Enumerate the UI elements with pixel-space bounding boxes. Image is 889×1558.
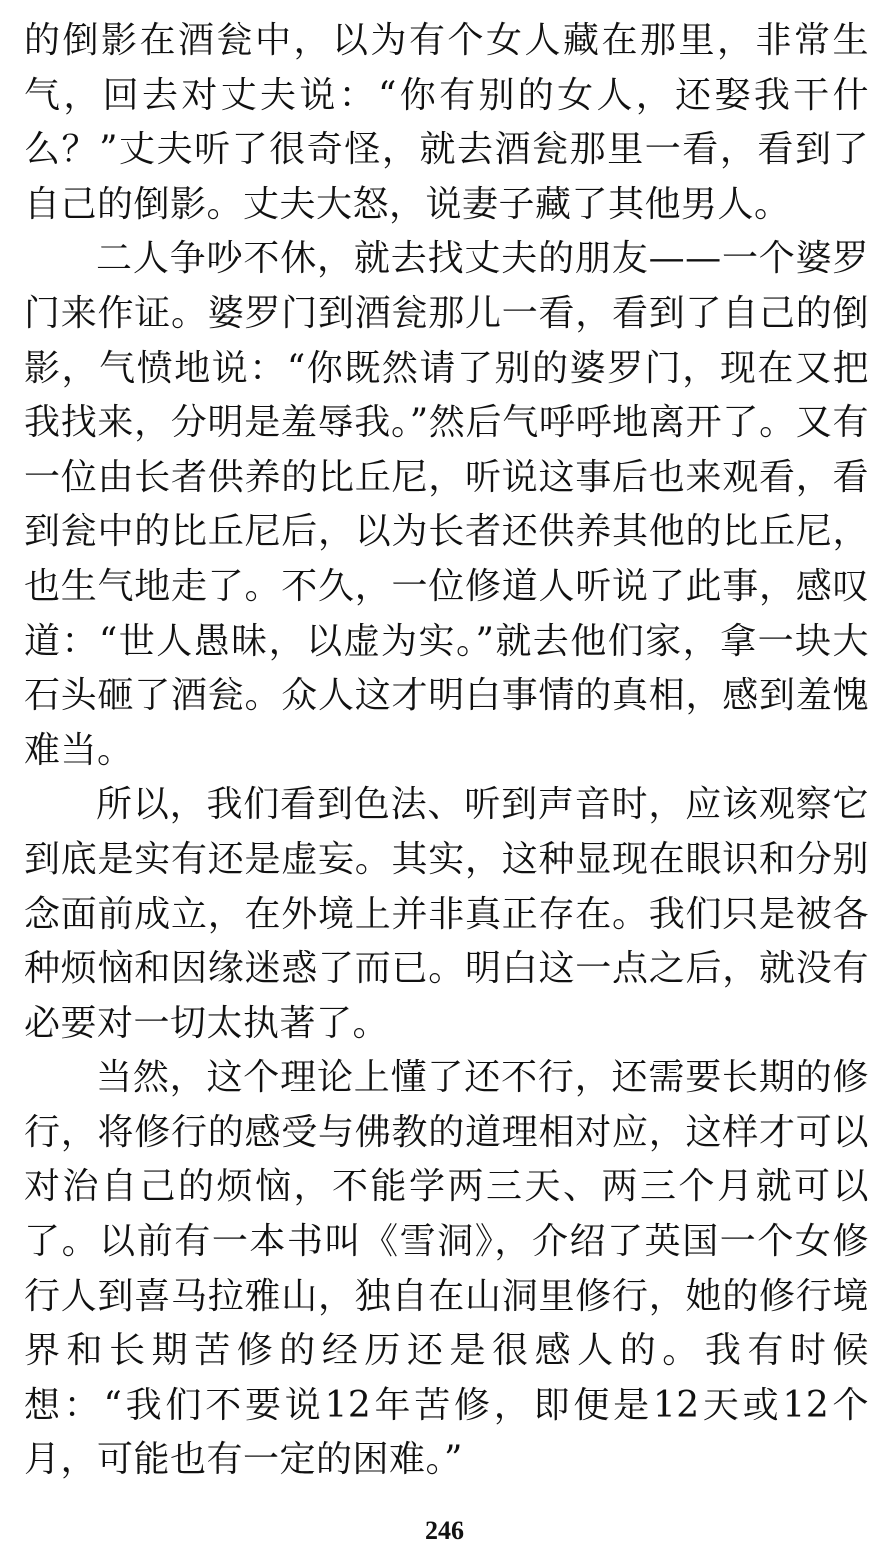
paragraph-3: 所以，我们看到色法、听到声音时，应该观察它到底是实有还是虚妄。其实，这种显现在眼识和分别念面前成立，在外境上并非真正存在。我们只是被各种烦恼和因缘迷惑了而已。明白这一点之后，就没有必要对一切太执著了。 — [24, 784, 869, 1044]
body-text — [24, 14, 869, 1488]
paragraph-2: 二人争吵不休，就去找丈夫的朋友——一个婆罗门来作证。婆罗门到酒瓮那儿一看，看到了自己的倒影，气愤地说：“你既然请了别的婆罗门，现在又把我找来，分明是羞辱我。”然后气呼呼地离开了。又有一位由长者供养的比丘尼，听说这事后也来观看，看到瓮中的比丘尼后，以为长者还供养其他的比丘尼，也生气地走了。不久，一位修道人听说了此事，感叹道：“世人愚昧，以虚为实。”就去他们家，拿一块大石头砸了酒瓮。众人这才明白事情的真相，感到羞愧难当。 — [24, 238, 869, 771]
page-number: 246 — [425, 1516, 464, 1545]
paragraph-4: 当然，这个理论上懂了还不行，还需要长期的修行，将修行的感受与佛教的道理相对应，这样才可以对治自己的烦恼，不能学两三天、两三个月就可以了。以前有一本书叫《雪洞》，介绍了英国一个女修行人到喜马拉雅山，独自在山洞里修行，她的修行境界和长期苦修的经历还是很感人的。我有时候想：“我们不要说12年苦修，即便是12天或12个月，可能也有一定的困难。” — [24, 1057, 869, 1481]
paragraph-1: 的倒影在酒瓮中，以为有个女人藏在那里，非常生气，回去对丈夫说：“你有别的女人，还娶我干什么？”丈夫听了很奇怪，就去酒瓮那里一看，看到了自己的倒影。丈夫大怒，说妻子藏了其他男人。 — [24, 20, 869, 225]
